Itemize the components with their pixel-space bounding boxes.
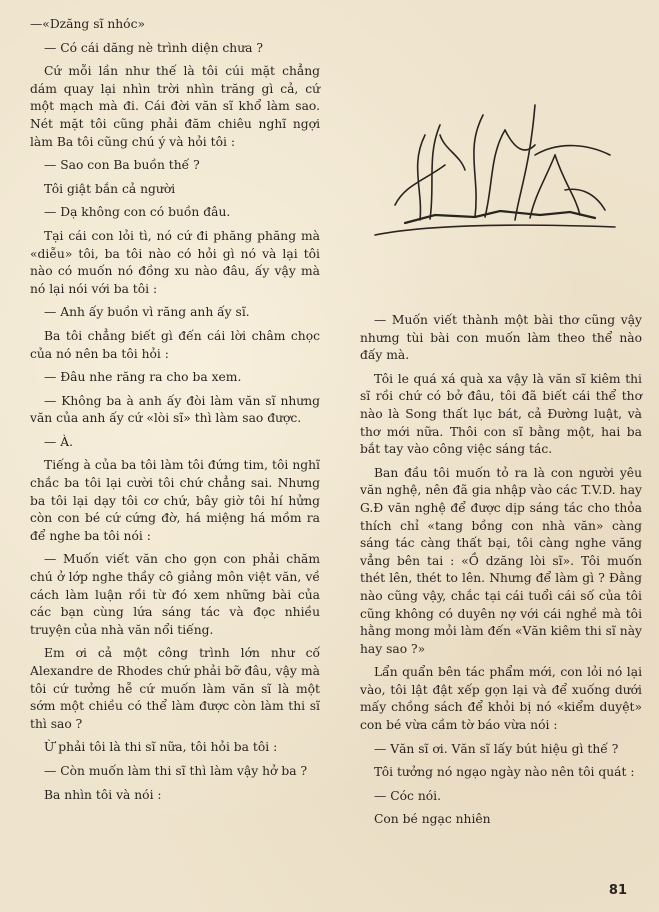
- paragraph: — Đâu nhe răng ra cho ba xem.: [44, 370, 242, 385]
- paragraph: Tôi tưởng nó ngạo ngày nào nên tôi quát :: [374, 765, 635, 780]
- paragraph: — Không ba à anh ấy đòi làm văn sĩ nhưng văn của anh ấy cứ «lòi sĩ» thì làm sao được.: [30, 393, 320, 426]
- paragraph: — Còn muốn làm thi sĩ thì làm vậy hở ba ?: [44, 763, 308, 778]
- paragraph: — Văn sĩ ơi. Văn sĩ lấy bút hiệu gì thế ?: [374, 741, 619, 756]
- paragraph: — À.: [44, 434, 73, 449]
- paragraph: — Có cái dăng nè trình diện chưa ?: [44, 40, 263, 55]
- paragraph: Em ơi cả một công trình lớn như cố Alexandre de Rhodes chứ phải bỡ đâu, vậy mà tôi cứ tưởng hễ cứ muốn làm văn sĩ là một sớm một chiều có thể làm được còn làm thi sĩ thì sao ?: [30, 646, 320, 731]
- paragraph: Cứ mỗi lần như thế là tôi cúi mặt chẳng dám quay lại nhìn trời nhìn trăng gì cả, cứ một mạch mà đi. Cái đời văn sĩ khổ làm sao. Nét mặt tôi cũng phải đăm chiêu nghĩ ngợi làm Ba tôi cũng chú ý và hỏi tôi :: [30, 64, 320, 149]
- paragraph: Ừ phải tôi là thi sĩ nữa, tôi hỏi ba tôi :: [44, 740, 278, 755]
- paragraph: — Dạ không con có buồn đâu.: [44, 205, 231, 220]
- paragraph: — Anh ấy buồn vì răng anh ấy sĩ.: [44, 305, 250, 320]
- paragraph: Tại cái con lỏi tì, nó cứ đi phăng phăng mà «diễu» tôi, ba tôi nào có hỏi gì nó và lại tôi nào có muốn nó đồng xu nào đâu, ấy vậy mà nó lại nói với ba tôi :: [30, 228, 320, 296]
- paragraph: — Sao con Ba buồn thế ?: [44, 158, 200, 173]
- paragraph: Ban đầu tôi muốn tỏ ra là con người yêu văn nghệ, nên đã gia nhập vào các T.V.D. hay G.Đ văn nghệ để được dịp sáng tác cho thỏa thích chỉ «tang bồng con nhà văn» càng sáng tác càng thất bại, tôi càng nghe văng vẳng bên tai : «Ồ dzăng lòi sĩ». Tôi muốn thét lên, thét to lên. Nhưng để làm gì ? Đằng nào cũng vậy, chắc tại cái tuổi cái số của tôi cũng không có duyên nợ với cái nghề mà tôi hằng mong mỏi làm đến «Văn kiêm thi sĩ này hay sao ?»: [360, 465, 642, 656]
- paragraph: Tôi giật bắn cả người: [44, 181, 176, 196]
- paragraph: — Muốn viết văn cho gọn con phải chăm chú ở lớp nghe thầy cô giảng môn việt văn, về cách làm luận rồi từ đó xem những bài của các bạn cùng lứa sáng tác và đọc nhiều truyện của nhà văn nổi tiếng.: [30, 552, 320, 637]
- paragraph: — Muốn viết thành một bài thơ cũng vậy nhưng tùi bài con muốn làm theo thể nào đấy mà.: [360, 313, 642, 363]
- paragraph: Tiếng à của ba tôi làm tôi đứng tim, tôi nghĩ chắc ba tôi lại cười tôi chứ chẳng sai. Nhưng ba tôi lại dạy tôi cơ chứ, bây giờ tôi hí hửng còn con bé cứ cứng đờ, há miệng há mồm ra để nghe ba tôi nói :: [30, 458, 320, 543]
- paragraph: — Cóc nói.: [374, 788, 441, 803]
- paragraph: —«Dzăng sĩ nhóc»: [30, 17, 145, 31]
- paragraph: Tôi le quá xá quà xa vậy là văn sĩ kiêm thi sĩ rồi chứ có bở đâu, tôi đã biết cái thể thơ nào là Song thất lục bát, cả Đường luật, và thơ mới nữa. Thôi con sĩ bằng một, hai ba bắt tay vào công việc sáng tác.: [360, 371, 642, 457]
- paragraph: Con bé ngạc nhiên: [374, 812, 491, 827]
- paragraph: Ba tôi chẳng biết gì đến cái lời châm chọc của nó nên ba tôi hỏi :: [30, 328, 320, 361]
- paragraph: Ba nhìn tôi và nói :: [44, 787, 162, 802]
- tree-sketch-illustration: [365, 95, 620, 245]
- paragraph: Lẩn quẩn bên tác phẩm mới, con lỏi nó lại vào, tôi lật đật xếp gọn lại và để xuống dưới mấy chồng sách để khỏi bị nó «kiểm duyệt» con bé vừa cầm tờ báo vừa nói :: [360, 665, 642, 733]
- left-column: [30, 16, 320, 810]
- right-column: [360, 312, 642, 835]
- page-number: 81: [608, 883, 627, 898]
